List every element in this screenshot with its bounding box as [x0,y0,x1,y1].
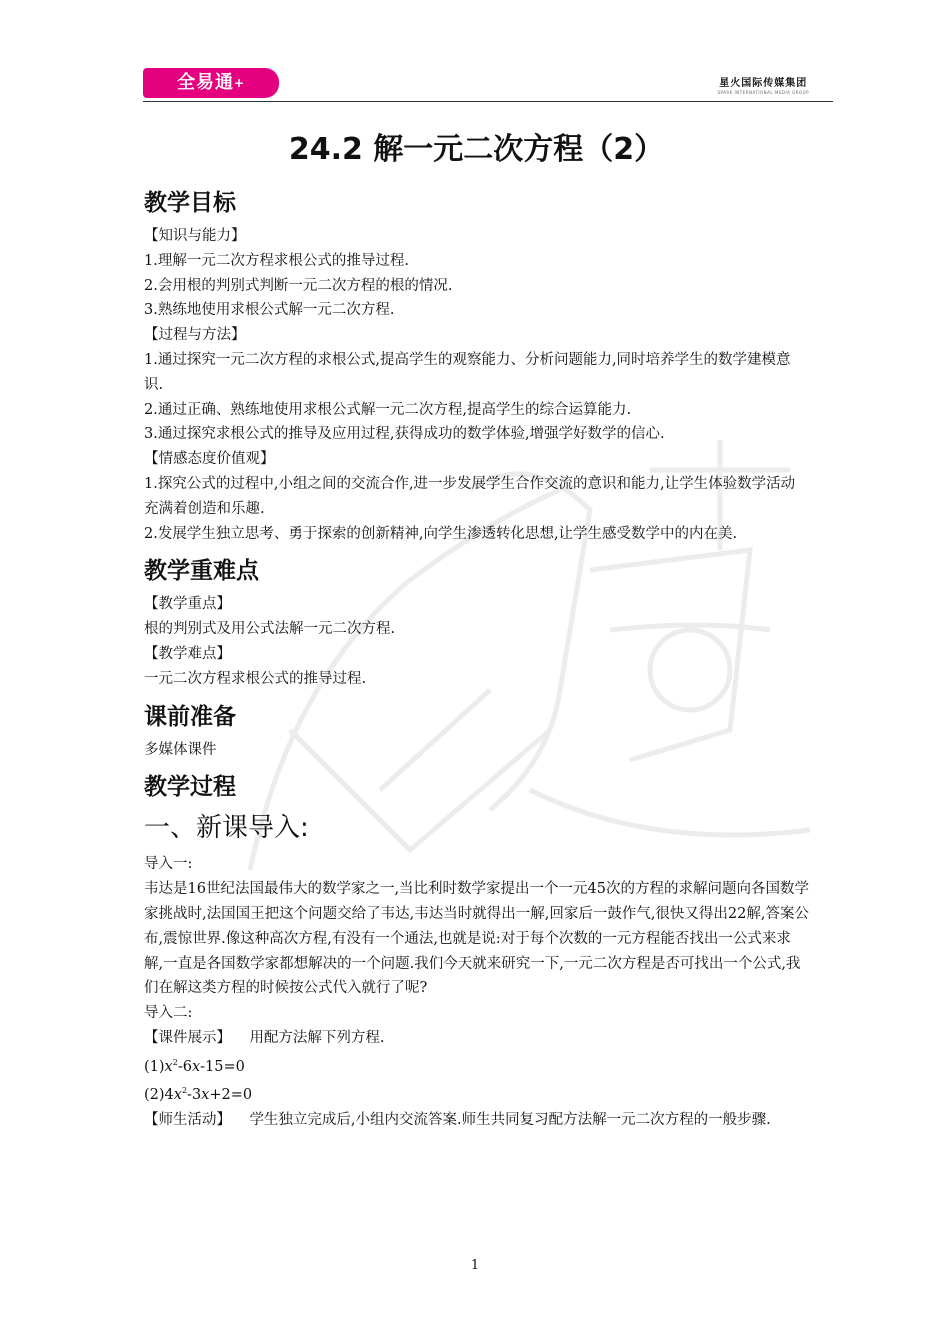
brand-subtitle: SPARK INTERNATIONAL MEDIA GROUP [717,90,809,95]
intro1-text: 韦达是16世纪法国最伟大的数学家之一,当比利时数学家提出一个一元45次的方程的求解问题向各国数学家挑战时,法国国王把这个问题交给了韦达,韦达当时就得出一解,回家后一鼓作气,很快又得出22解,答案公布,震惊世界.像这种高次方程,有没有一个通法,也就是说:对于每个次数的一元方程能否找出一公式来求解,一直是各国数学家都想解决的一个问题.我们今天就来研究一下,一元二次方程是否可找出一个公式,我们在解这类方程的时候按公式代入就行了呢? [144,881,810,997]
list-item: 2.会用根的判别式判断一元二次方程的根的情况. [144,277,453,294]
page-number: 1 [470,1258,480,1273]
focus-text: 根的判别式及用公式法解一元二次方程. [144,621,396,638]
list-item: 2.通过正确、熟练地使用求根公式解一元二次方程,提高学生的综合运算能力. [144,401,632,418]
label-focus: 【教学重点】 [144,596,231,613]
section-heading-goals: 教学目标 [144,190,236,216]
teacher-student-activity: 【师生活动】 学生独立完成后,小组内交流答案.师生共同复习配方法解一元二次方程的一般步骤. [144,1111,771,1128]
label-difficulty: 【教学难点】 [144,645,231,662]
document-body [144,128,809,1133]
part-title: 一、新课导入: [144,813,309,844]
equation-1: $(1)x^2-6x-15=0$ [144,1057,245,1075]
label-attitude: 【情感态度价值观】 [144,451,275,468]
list-item: 3.熟练地使用求根公式解一元二次方程. [144,302,395,319]
page-title: 24.2 解一元二次方程（2） [288,132,665,167]
header-divider [143,101,833,102]
difficulty-text: 一元二次方程求根公式的推导过程. [144,670,367,687]
section-heading-key-points: 教学重难点 [144,558,259,585]
page-header [143,66,833,102]
section-heading-process: 教学过程 [144,774,236,801]
list-item: 3.通过探究求根公式的推导及应用过程,获得成功的数学体验,增强学好数学的信心. [144,426,665,443]
logo: 全易通+ [143,68,279,98]
brand-name: 星火国际传媒集团 [719,78,808,89]
prep-text: 多媒体课件 [144,741,217,758]
list-item: 1.探究公式的过程中,小组之间的交流合作,进一步发展学生合作交流的意识和能力,让学生体验数学活动充满着创造和乐趣. [144,475,796,517]
list-item: 2.发展学生独立思考、勇于探索的创新精神,向学生渗透转化思想,让学生感受数学中的内在美. [144,525,738,542]
label-process: 【过程与方法】 [144,327,246,344]
intro1-label: 导入一: [144,856,193,873]
intro2-label: 导入二: [144,1005,193,1022]
list-item: 1.理解一元二次方程求根公式的推导过程. [144,252,409,269]
list-item: 1.通过探究一元二次方程的求根公式,提高学生的观察能力、分析问题能力,同时培养学生的数学建模意识. [144,351,791,393]
courseware-show: 【课件展示】 用配方法解下列方程. [144,1029,385,1046]
section-heading-prep: 课前准备 [144,703,236,730]
publisher-brand [717,74,809,95]
equation-2: $(2)4x^2-3x+2=0$ [144,1086,253,1104]
label-knowledge: 【知识与能力】 [144,228,246,244]
